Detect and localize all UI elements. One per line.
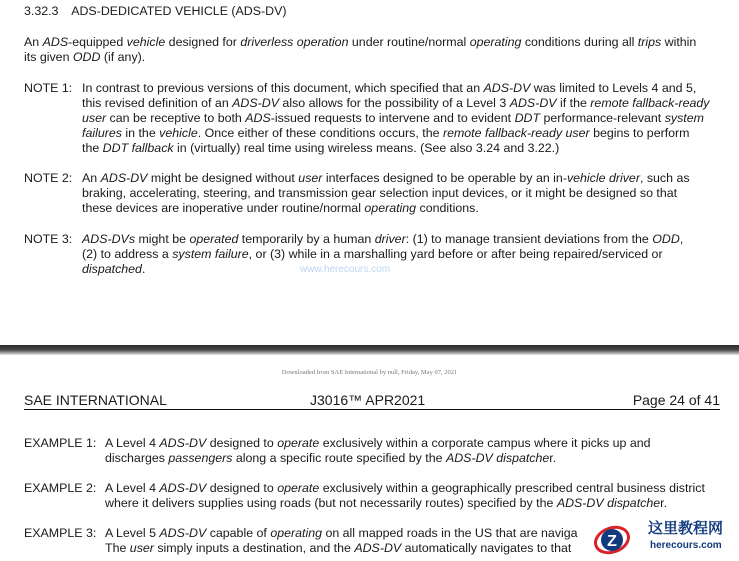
section-number: 3.32.3 [24, 4, 59, 18]
note-line: failures in the vehicle. Once either of these conditions occurs, the remote fallback-ready user begins to perform [82, 126, 690, 140]
document-page-bottom [0, 355, 739, 561]
page-header [24, 391, 720, 410]
example-line: A Level 5 ADS-DV capable of operating on all mapped roads in the US that are naviga [105, 526, 578, 540]
site-watermark [588, 515, 739, 561]
download-notice: Downloaded from SAE International by null, Friday, May 07, 2021 [281, 369, 458, 376]
note-line: (2) to address a system failure, or (3) while in a marshalling yard before or after being repaired/serviced or [82, 247, 663, 261]
section-title: ADS-DEDICATED VEHICLE (ADS-DV) [71, 4, 287, 18]
site-url: herecours.com [650, 540, 722, 551]
note-label: NOTE 2: [24, 171, 73, 185]
note-line: In contrast to previous versions of this document, which specified that an ADS-DV was limited to Levels 4 and 5, [82, 81, 697, 95]
header-page-number: Page 24 of 41 [632, 392, 720, 408]
definition-line-2: its given ODD (if any). [24, 50, 146, 64]
note-line: ADS-DVs might be operated temporarily by a human driver: (1) to manage transient deviations from the ODD, [82, 232, 684, 246]
example-line: The user simply inputs a destination, and the ADS-DV automatically navigates to that [105, 541, 572, 555]
note-line: dispatched. [82, 262, 146, 276]
note-line: user can be receptive to both ADS-issued requests to intervene and to evident DDT performance-relevant system [82, 111, 704, 125]
note-line: this revised definition of an ADS-DV also allows for the possibility of a Level 3 ADS-DV if the remote fallback-ready [82, 96, 710, 110]
note-label: NOTE 1: [24, 81, 73, 95]
section-heading [24, 4, 286, 18]
example-line: A Level 4 ADS-DV designed to operate exclusively within a corporate campus where it picks up and [105, 436, 651, 450]
note-line: the DDT fallback in (virtually) real time using wireless means. (See also 3.24 and 3.22.) [82, 141, 560, 155]
site-logo-icon [592, 519, 632, 559]
note-line: braking, accelerating, steering, and transmission gear selection input devices, or it might be designed so that [82, 186, 678, 200]
definition-line-1: An ADS-equipped vehicle designed for driverless operation under routine/normal operating conditions during all trips within [24, 35, 697, 49]
watermark-ghost-text: www.herecours.com [300, 264, 391, 275]
header-doc-id: J3016™ APR2021 [310, 392, 426, 408]
note-line: An ADS-DV might be designed without user interfaces designed to be operable by an in-vehicle driver, such as [82, 171, 690, 185]
note-label: NOTE 3: [24, 232, 73, 246]
note-line: these devices are inoperative under routine/normal operating conditions. [82, 201, 479, 215]
example-label: EXAMPLE 1: [24, 436, 97, 450]
example-line: A Level 4 ADS-DV designed to operate exclusively within a geographically prescribed central business district [105, 481, 705, 495]
example-line: where it delivers supplies using roads (but not necessarily routes) specified by the ADS-DV dispatcher. [105, 496, 668, 510]
page-divider [0, 345, 739, 355]
svg-text:Z: Z [607, 533, 617, 550]
header-org: SAE INTERNATIONAL [24, 392, 167, 408]
example-label: EXAMPLE 3: [24, 526, 97, 540]
site-name: 这里教程网 [648, 519, 724, 537]
example-label: EXAMPLE 2: [24, 481, 97, 495]
example-line: discharges passengers along a specific route specified by the ADS-DV dispatcher. [105, 451, 557, 465]
